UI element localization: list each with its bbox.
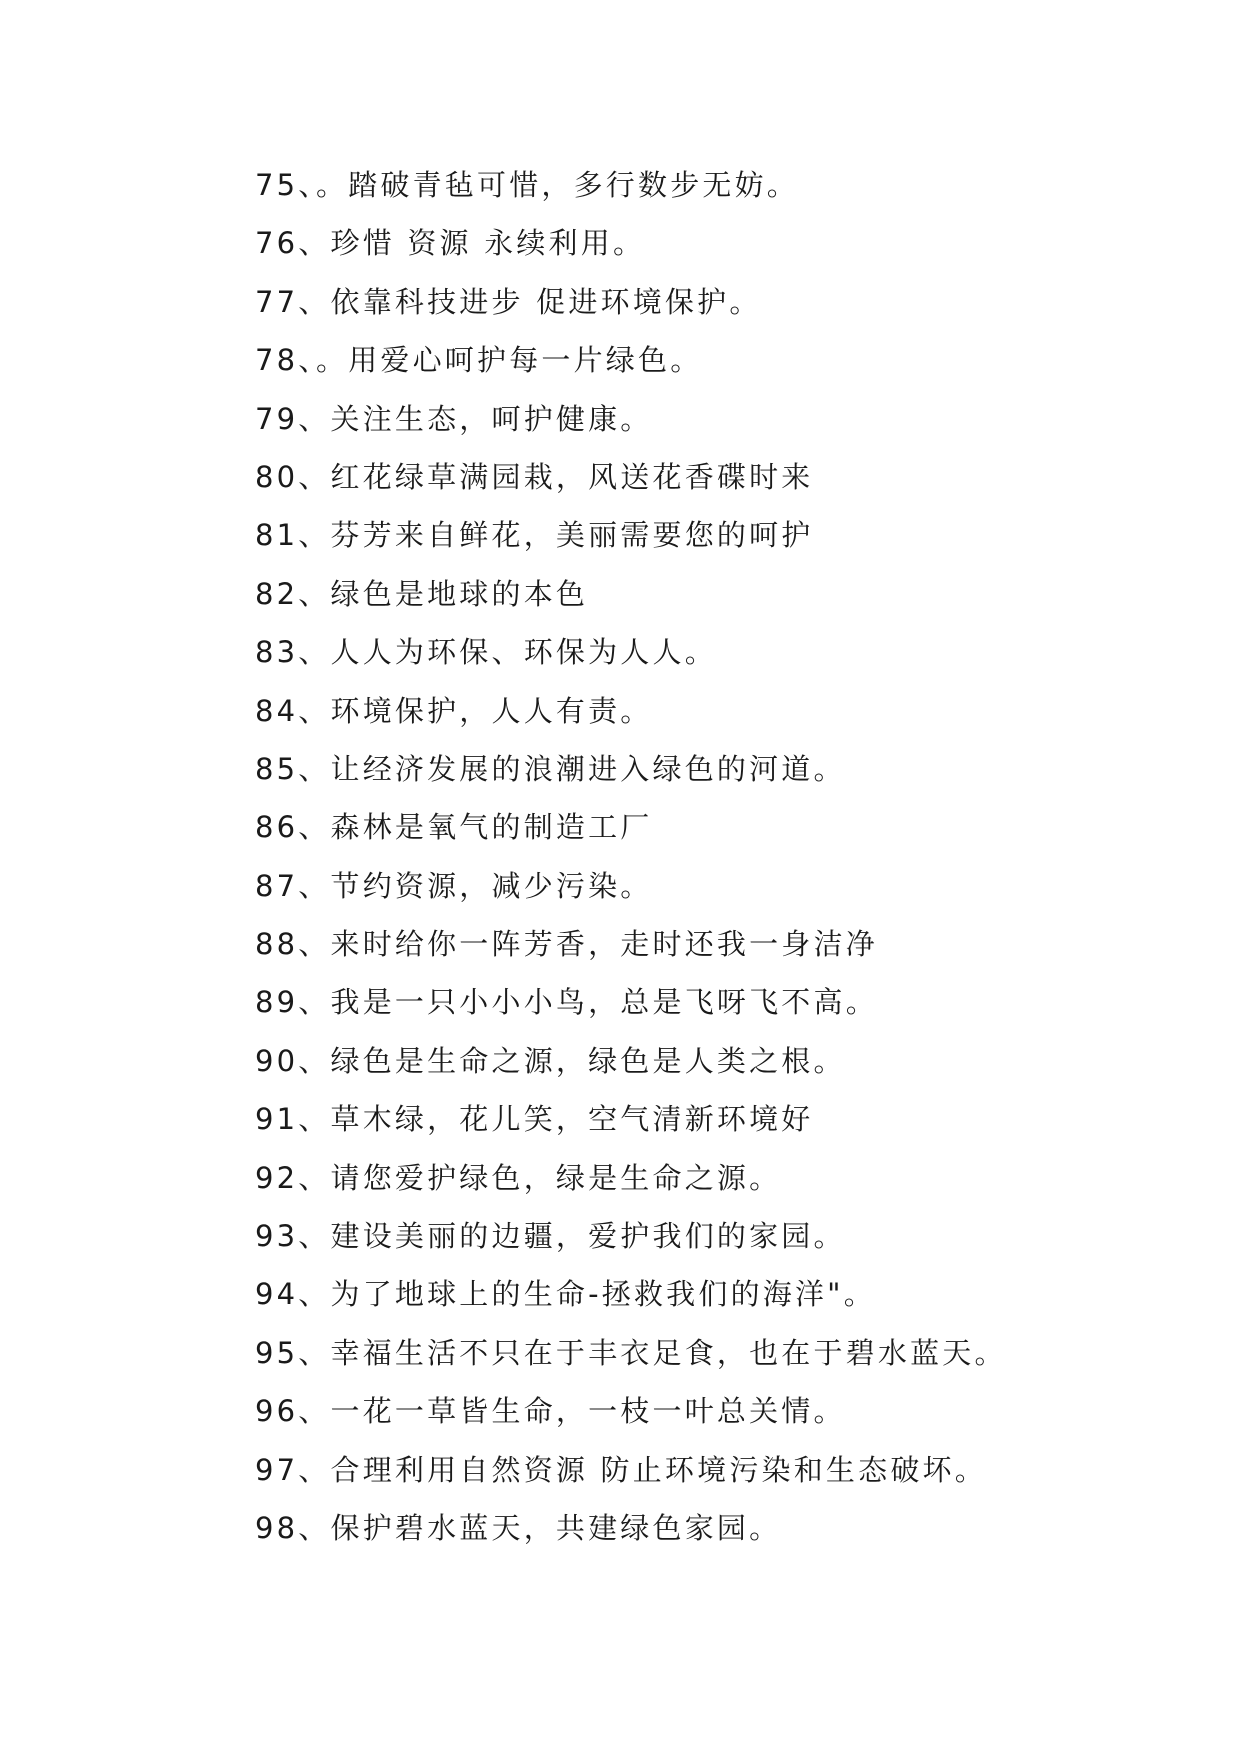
slogan-line-81: 81、芬芳来自鲜花，美丽需要您的呵护 <box>255 518 814 553</box>
slogan-line-89: 89、我是一只小小小鸟，总是飞呀飞不高。 <box>255 985 878 1020</box>
slogan-line-87: 87、节约资源，减少污染。 <box>255 868 653 903</box>
slogan-line-91: 91、草木绿，花儿笑，空气清新环境好 <box>255 1102 814 1137</box>
slogan-line-95: 95、幸福生活不只在于丰衣足食，也在于碧水蓝天。 <box>255 1335 1007 1370</box>
slogan-list <box>255 156 1007 1557</box>
slogan-line-90: 90、绿色是生命之源，绿色是人类之根。 <box>255 1043 846 1078</box>
slogan-line-78: 78、。用爱心呵护每一片绿色。 <box>255 343 703 378</box>
slogan-line-76: 76、珍惜 资源 永续利用。 <box>255 226 646 261</box>
slogan-line-77: 77、依靠科技进步 促进环境保护。 <box>255 284 762 319</box>
slogan-line-80: 80、红花绿草满园栽，风送花香碟时来 <box>255 459 814 494</box>
slogan-line-92: 92、请您爱护绿色，绿是生命之源。 <box>255 1160 782 1195</box>
slogan-line-97: 97、合理利用自然资源 防止环境污染和生态破坏。 <box>255 1452 987 1487</box>
slogan-line-93: 93、建设美丽的边疆，爱护我们的家园。 <box>255 1219 846 1254</box>
slogan-line-84: 84、环境保护，人人有责。 <box>255 693 653 728</box>
slogan-line-86: 86、森林是氧气的制造工厂 <box>255 810 653 845</box>
slogan-line-98: 98、保护碧水蓝天，共建绿色家园。 <box>255 1510 782 1545</box>
slogan-line-82: 82、绿色是地球的本色 <box>255 576 589 611</box>
slogan-line-75: 75、。踏破青毡可惜，多行数步无妨。 <box>255 168 800 202</box>
slogan-line-94: 94、为了地球上的生命-拯救我们的海洋"。 <box>255 1277 876 1312</box>
slogan-line-96: 96、一花一草皆生命，一枝一叶总关情。 <box>255 1394 846 1429</box>
slogan-line-85: 85、让经济发展的浪潮进入绿色的河道。 <box>255 751 846 786</box>
slogan-line-88: 88、来时给你一阵芳香，走时还我一身洁净 <box>255 927 878 962</box>
slogan-line-79: 79、关注生态，呵护健康。 <box>255 401 653 436</box>
slogan-line-83: 83、人人为环保、环保为人人。 <box>255 635 717 670</box>
